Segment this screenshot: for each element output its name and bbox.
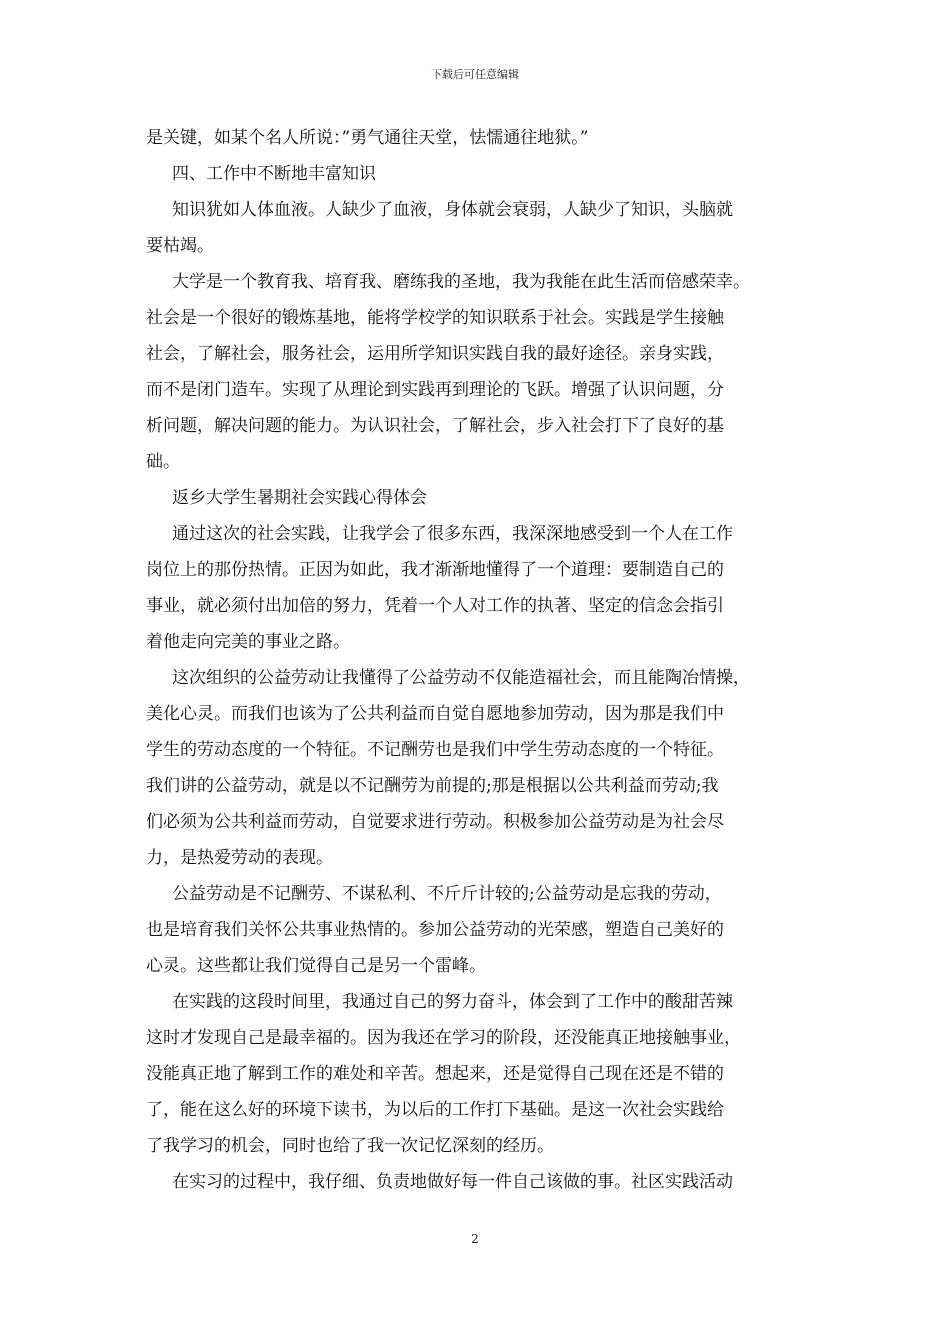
text-line: 这时才发现自己是最幸福的。因为我还在学习的阶段，还没能真正地接触事业， — [146, 1028, 741, 1048]
text-line: 了，能在这么好的环境下读书，为以后的工作打下基础。是这一次社会实践给 — [146, 1100, 724, 1120]
text-line: 公益劳动是不记酬劳、不谋私利、不斤斤计较的;公益劳动是忘我的劳动， — [172, 884, 722, 904]
text-line: 着他走向完美的事业之路。 — [146, 632, 350, 652]
text-line: 没能真正地了解到工作的难处和辛苦。想起来，还是觉得自己现在还是不错的 — [146, 1064, 724, 1084]
text-line: 我们讲的公益劳动，就是以不记酬劳为前提的;那是根据以公共利益而劳动;我 — [146, 776, 719, 796]
text-line: 返乡大学生暑期社会实践心得体会 — [172, 488, 427, 508]
text-line: 岗位上的那份热情。正因为如此，我才渐渐地懂得了一个道理：要制造自己的 — [146, 560, 724, 580]
text-line: 四、工作中不断地丰富知识 — [172, 164, 376, 184]
text-line: 事业，就必须付出加倍的努力，凭着一个人对工作的执著、坚定的信念会指引 — [146, 596, 724, 616]
text-line: 社会，了解社会，服务社会，运用所学知识实践自我的最好途径。亲身实践， — [146, 344, 724, 364]
text-line: 要枯竭。 — [146, 236, 214, 256]
text-line: 在实践的这段时间里，我通过自己的努力奋斗，体会到了工作中的酸甜苦辣 — [172, 992, 733, 1012]
text-line: 了我学习的机会，同时也给了我一次记忆深刻的经历。 — [146, 1136, 554, 1156]
text-line: 美化心灵。而我们也该为了公共利益而自觉自愿地参加劳动，因为那是我们中 — [146, 704, 724, 724]
document-body — [146, 120, 808, 1200]
page-number: 2 — [471, 1232, 479, 1246]
text-line: 础。 — [146, 452, 180, 472]
text-line: 在实习的过程中，我仔细、负责地做好每一件自己该做的事。社区实践活动 — [172, 1172, 733, 1192]
text-line: 也是培育我们关怀公共事业热情的。参加公益劳动的光荣感，塑造自己美好的 — [146, 920, 724, 940]
text-line: 这次组织的公益劳动让我懂得了公益劳动不仅能造福社会，而且能陶冶情操， — [172, 668, 750, 688]
text-line: 是关键，如某个名人所说：”勇气通往天堂，怯懦通往地狱。” — [146, 128, 589, 148]
text-line: 们必须为公共利益而劳动，自觉要求进行劳动。积极参加公益劳动是为社会尽 — [146, 812, 724, 832]
text-line: 力，是热爱劳动的表现。 — [146, 848, 333, 868]
text-line: 而不是闭门造车。实现了从理论到实践再到理论的飞跃。增强了认识问题，分 — [146, 380, 724, 400]
page-header: 下载后可任意编辑 — [431, 68, 519, 81]
text-line: 知识犹如人体血液。人缺少了血液，身体就会衰弱，人缺少了知识，头脑就 — [172, 200, 733, 220]
text-line: 析问题，解决问题的能力。为认识社会，了解社会，步入社会打下了良好的基 — [146, 416, 724, 436]
text-line: 通过这次的社会实践，让我学会了很多东西，我深深地感受到一个人在工作 — [172, 524, 733, 544]
text-line: 学生的劳动态度的一个特征。不记酬劳也是我们中学生劳动态度的一个特征。 — [146, 740, 724, 760]
text-line: 社会是一个很好的锻炼基地，能将学校学的知识联系于社会。实践是学生接触 — [146, 308, 724, 328]
text-line: 大学是一个教育我、培育我、磨练我的圣地，我为我能在此生活而倍感荣幸。 — [172, 272, 750, 292]
text-line: 心灵。这些都让我们觉得自己是另一个雷峰。 — [146, 956, 486, 976]
